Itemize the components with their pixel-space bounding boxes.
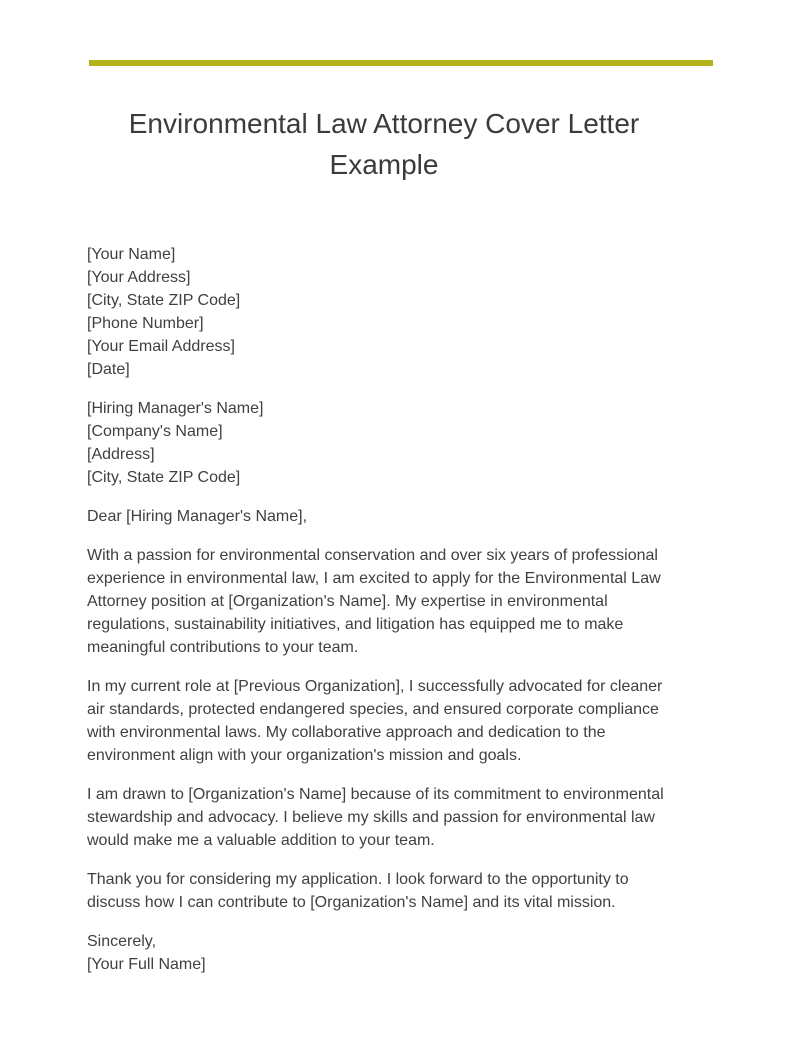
recipient-address: [Address]	[87, 446, 155, 463]
paragraph-line: regulations, sustainability initiatives, and litigation has equipped me to make	[87, 616, 624, 633]
body-paragraph-3	[87, 783, 697, 852]
body-paragraph-4	[87, 868, 697, 914]
salutation: Dear [Hiring Manager's Name],	[87, 508, 308, 525]
recipient-name: [Hiring Manager's Name]	[87, 400, 264, 417]
paragraph-line: environment align with your organization's mission and goals.	[87, 747, 522, 764]
sender-name: [Your Name]	[87, 246, 176, 263]
body-paragraph-1	[87, 544, 697, 659]
paragraph-line: discuss how I can contribute to [Organization's Name] and its vital mission.	[87, 894, 616, 911]
top-accent-rule	[89, 60, 713, 66]
letter-date: [Date]	[87, 361, 130, 378]
sender-address: [Your Address]	[87, 269, 191, 286]
paragraph-line: would make me a valuable addition to your team.	[87, 832, 435, 849]
sender-phone: [Phone Number]	[87, 315, 204, 332]
recipient-block	[87, 397, 697, 489]
paragraph-line: Thank you for considering my application. I look forward to the opportunity to	[87, 871, 629, 888]
paragraph-line: meaningful contributions to your team.	[87, 639, 359, 656]
paragraph-line: Attorney position at [Organization's Name]. My expertise in environmental	[87, 593, 608, 610]
valediction: Sincerely,	[87, 933, 157, 950]
paragraph-line: In my current role at [Previous Organization], I successfully advocated for cleaner	[87, 678, 663, 695]
closing-block	[87, 930, 697, 976]
recipient-company: [Company's Name]	[87, 423, 223, 440]
sender-email: [Your Email Address]	[87, 338, 235, 355]
body-paragraph-2	[87, 675, 697, 767]
paragraph-line: I am drawn to [Organization's Name] because of its commitment to environmental	[87, 786, 664, 803]
paragraph-line: experience in environmental law, I am excited to apply for the Environmental Law	[87, 570, 661, 587]
paragraph-line: with environmental laws. My collaborative approach and dedication to the	[87, 724, 606, 741]
paragraph-line: stewardship and advocacy. I believe my skills and passion for environmental law	[87, 809, 655, 826]
recipient-city-state-zip: [City, State ZIP Code]	[87, 469, 241, 486]
paragraph-line: air standards, protected endangered species, and ensured corporate compliance	[87, 701, 659, 718]
paragraph-line: With a passion for environmental conservation and over six years of professional	[87, 547, 658, 564]
cover-letter	[87, 243, 697, 992]
sender-block	[87, 243, 697, 381]
sender-city-state-zip: [City, State ZIP Code]	[87, 292, 241, 309]
signature-name: [Your Full Name]	[87, 956, 206, 973]
page-title: Environmental Law Attorney Cover Letter Example	[128, 108, 640, 180]
